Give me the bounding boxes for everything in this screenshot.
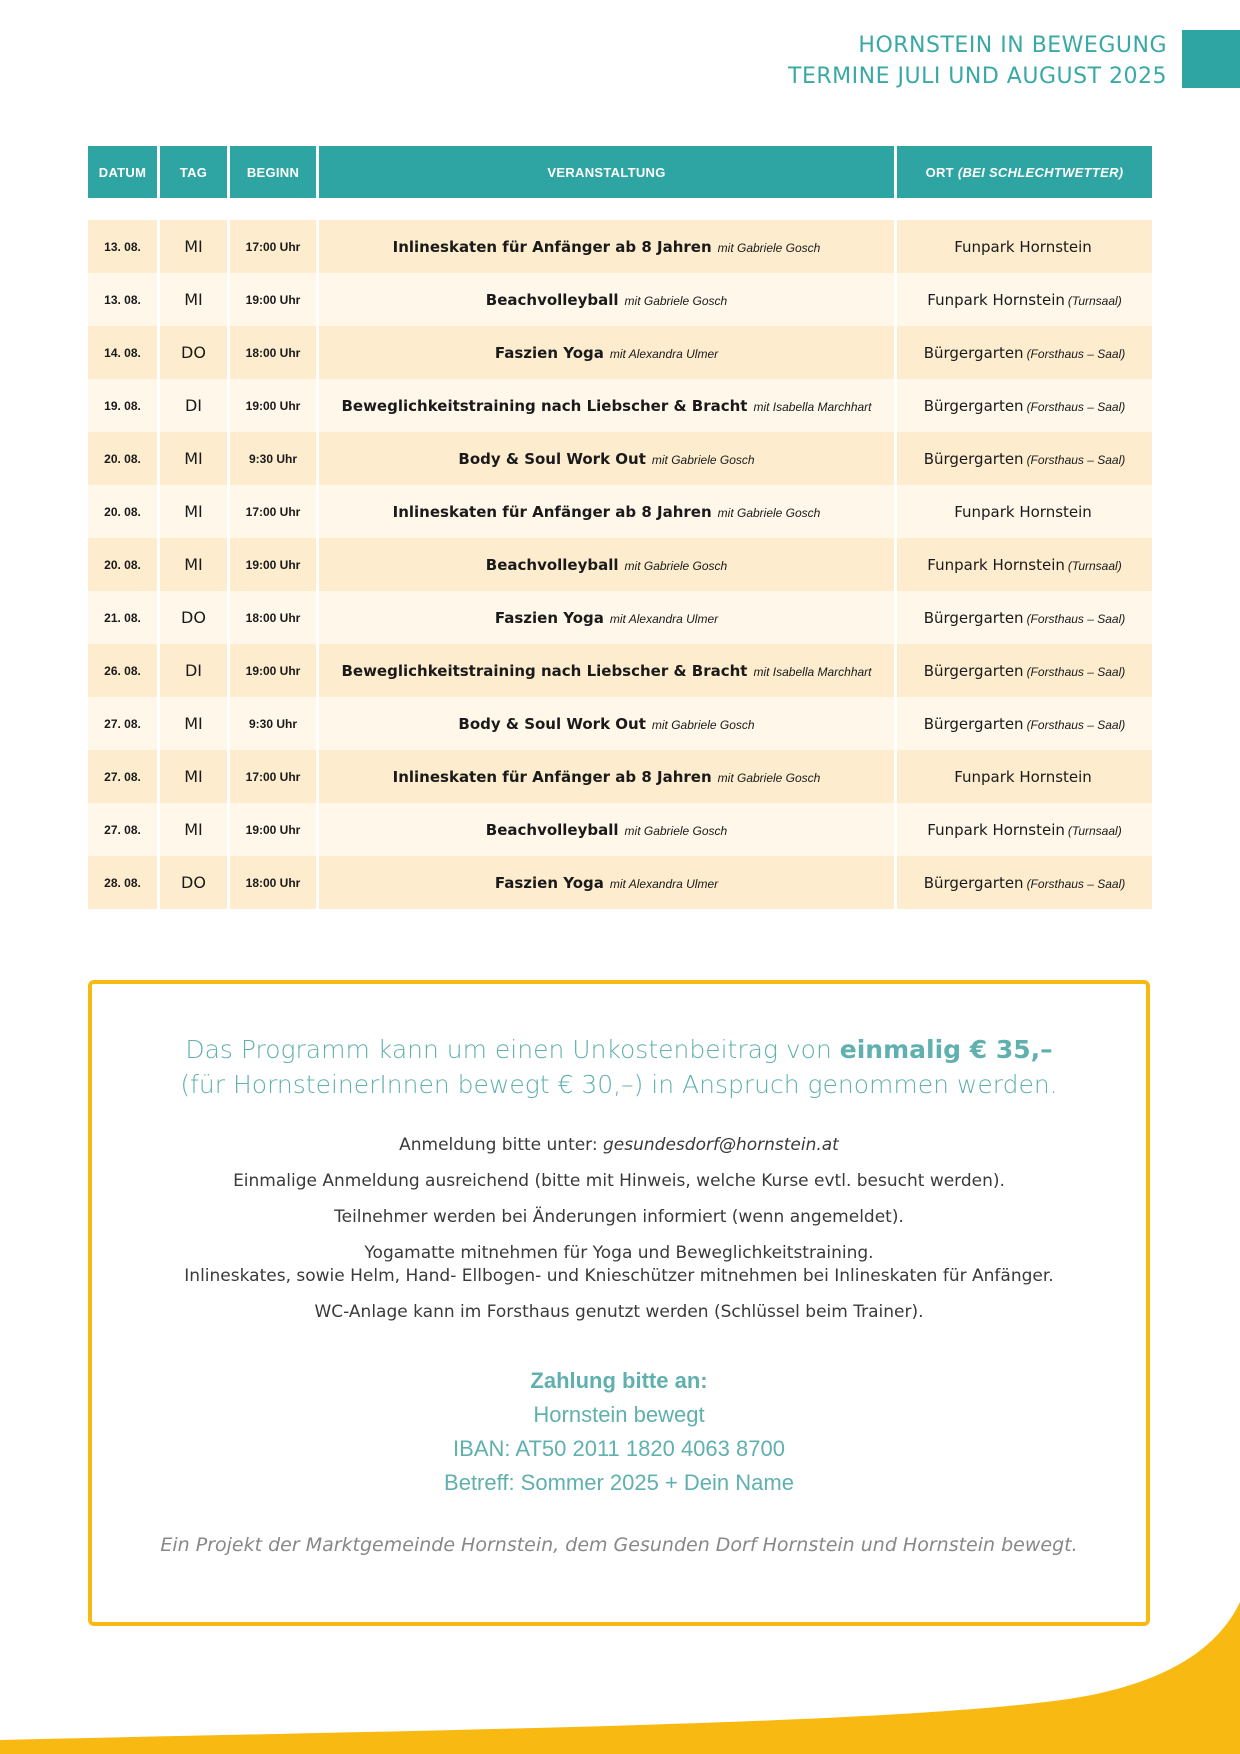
event-instructor: mit Gabriele Gosch [717,770,821,785]
table-header-row [88,146,1152,198]
cell-event [319,697,894,750]
cell-event [319,485,894,538]
cell-date: 20. 08. [88,485,157,538]
location-name: Funpark Hornstein [954,767,1092,786]
location-name: Bürgergarten [923,608,1024,627]
table-row [88,432,1152,485]
note-wc: WC-Anlage kann im Forsthaus genutzt werden (Schlüssel beim Trainer). [314,1302,924,1322]
cell-date: 21. 08. [88,591,157,644]
note-inline-gear: Inlineskates, sowie Helm, Hand- Ellbogen- und Knieschützer mitnehmen bei Inlineskaten für Anfänger. [184,1266,1054,1286]
cell-time: 9:30 Uhr [230,697,316,750]
cell-day: MI [160,273,227,326]
table-row [88,591,1152,644]
payment-reference: Betreff: Sommer 2025 + Dein Name [444,1470,794,1495]
col-header-tag: TAG [160,146,227,198]
location-note: (Turnsaal) [1067,293,1122,308]
event-title: Faszien Yoga [494,608,604,627]
location-note: (Forsthaus – Saal) [1026,611,1126,626]
signup-email[interactable]: gesundesdorf@hornstein.at [603,1135,839,1155]
cell-time: 18:00 Uhr [230,326,316,379]
cell-date: 14. 08. [88,326,157,379]
payment-iban: IBAN: AT50 2011 1820 4063 8700 [453,1436,785,1461]
location-name: Bürgergarten [923,449,1024,468]
table-row [88,856,1152,909]
note-yoga-mat: Yogamatte mitnehmen für Yoga und Beweglichkeitstraining. [364,1243,874,1263]
table-row [88,697,1152,750]
cell-date: 13. 08. [88,273,157,326]
cell-time: 19:00 Uhr [230,538,316,591]
cell-event [319,750,894,803]
event-title: Inlineskaten für Anfänger ab 8 Jahren [392,502,712,521]
event-instructor: mit Alexandra Ulmer [609,876,719,891]
location-name: Bürgergarten [923,873,1024,892]
cell-location [897,591,1152,644]
cell-location [897,538,1152,591]
location-name: Bürgergarten [923,343,1024,362]
cell-time: 17:00 Uhr [230,220,316,273]
location-name: Funpark Hornstein [954,237,1092,256]
event-title: Beachvolleyball [485,555,619,574]
event-title: Inlineskaten für Anfänger ab 8 Jahren [392,237,712,256]
cell-date: 26. 08. [88,644,157,697]
cell-location [897,803,1152,856]
price-text: Das Programm kann um einen Unkostenbeitrag von [185,1035,840,1064]
note-changes: Teilnehmer werden bei Änderungen informiert (wenn angemeldet). [334,1207,904,1227]
location-note: (Forsthaus – Saal) [1026,664,1126,679]
signup-label: Anmeldung bitte unter: [399,1135,604,1155]
event-instructor: mit Isabella Marchhart [753,664,872,679]
header-subtitle: TERMINE JULI UND AUGUST 2025 [788,64,1167,89]
cell-event [319,273,894,326]
cell-day: MI [160,750,227,803]
table-row [88,485,1152,538]
event-title: Beachvolleyball [485,820,619,839]
note-registration: Einmalige Anmeldung ausreichend (bitte mit Hinweis, welche Kurse evtl. besucht werden). [233,1171,1005,1191]
cell-time: 19:00 Uhr [230,273,316,326]
table-row [88,379,1152,432]
cell-date: 27. 08. [88,697,157,750]
event-instructor: mit Gabriele Gosch [624,293,728,308]
cell-day: MI [160,485,227,538]
header-title: HORNSTEIN IN BEWEGUNG [858,33,1167,58]
cell-event [319,538,894,591]
payment-title [92,1364,1146,1398]
location-note: (Forsthaus – Saal) [1026,717,1126,732]
cell-day: MI [160,538,227,591]
cell-day: MI [160,220,227,273]
cell-event [319,803,894,856]
event-title: Faszien Yoga [494,873,604,892]
location-name: Bürgergarten [923,396,1024,415]
event-instructor: mit Gabriele Gosch [624,823,728,838]
event-instructor: mit Alexandra Ulmer [609,611,719,626]
location-name: Funpark Hornstein [927,290,1065,309]
event-instructor: mit Isabella Marchhart [753,399,872,414]
header-accent-block [1182,30,1240,88]
cell-time: 19:00 Uhr [230,379,316,432]
cell-location [897,856,1152,909]
event-instructor: mit Alexandra Ulmer [609,346,719,361]
location-note: (Turnsaal) [1067,558,1122,573]
cell-time: 19:00 Uhr [230,803,316,856]
payment-recipient: Hornstein bewegt [533,1402,705,1427]
event-title: Body & Soul Work Out [458,714,646,733]
cell-event [319,220,894,273]
cell-event [319,591,894,644]
event-title: Faszien Yoga [494,343,604,362]
table-row [88,326,1152,379]
cell-event [319,644,894,697]
cell-time: 18:00 Uhr [230,591,316,644]
page-header [788,30,1167,92]
cell-date: 27. 08. [88,803,157,856]
location-name: Funpark Hornstein [927,555,1065,574]
cell-time: 18:00 Uhr [230,856,316,909]
table-row [88,750,1152,803]
payment-title-text: Zahlung bitte an: [530,1368,708,1393]
col-header-datum: DATUM [88,146,157,198]
cell-day: DO [160,326,227,379]
table-row [88,538,1152,591]
payment-info [92,1364,1146,1500]
cell-date: 28. 08. [88,856,157,909]
signup-line [92,1134,1146,1157]
cell-event [319,326,894,379]
project-credit: Ein Projekt der Marktgemeinde Hornstein, dem Gesunden Dorf Hornstein und Hornstein bewegt. [160,1534,1078,1556]
event-title: Beweglichkeitstraining nach Liebscher & Bracht [341,661,748,680]
cell-date: 27. 08. [88,750,157,803]
cell-location [897,644,1152,697]
cell-date: 20. 08. [88,432,157,485]
cell-date: 20. 08. [88,538,157,591]
cell-location [897,220,1152,273]
cell-time: 17:00 Uhr [230,485,316,538]
cell-event [319,379,894,432]
cell-day: MI [160,697,227,750]
price-discount: (für HornsteinerInnen bewegt € 30,–) in Anspruch genommen werden. [180,1070,1058,1099]
location-note: (Turnsaal) [1067,823,1122,838]
location-name: Bürgergarten [923,714,1024,733]
cell-day: MI [160,803,227,856]
cell-day: DO [160,856,227,909]
table-row [88,803,1152,856]
event-instructor: mit Gabriele Gosch [651,717,755,732]
cell-day: DI [160,644,227,697]
notes [92,1134,1146,1324]
cell-event [319,856,894,909]
cell-day: MI [160,432,227,485]
event-instructor: mit Gabriele Gosch [624,558,728,573]
location-note: (Forsthaus – Saal) [1026,452,1126,467]
table-row [88,644,1152,697]
event-title: Inlineskaten für Anfänger ab 8 Jahren [392,767,712,786]
table-row [88,220,1152,273]
event-title: Beweglichkeitstraining nach Liebscher & Bracht [341,396,748,415]
col-header-ort-note: (BEI SCHLECHTWETTER) [957,164,1124,180]
event-title: Body & Soul Work Out [458,449,646,468]
cell-location [897,273,1152,326]
col-header-ort-label: ORT [925,164,954,180]
location-note: (Forsthaus – Saal) [1026,346,1126,361]
event-instructor: mit Gabriele Gosch [651,452,755,467]
cell-time: 19:00 Uhr [230,644,316,697]
cell-date: 19. 08. [88,379,157,432]
cell-location [897,485,1152,538]
price-amount: einmalig € 35,– [839,1035,1053,1064]
table-row [88,273,1152,326]
cell-location [897,750,1152,803]
cell-day: DI [160,379,227,432]
cell-location [897,379,1152,432]
cell-location [897,697,1152,750]
cell-time: 9:30 Uhr [230,432,316,485]
cell-location [897,432,1152,485]
price-statement [92,1032,1146,1102]
location-name: Bürgergarten [923,661,1024,680]
location-note: (Forsthaus – Saal) [1026,876,1126,891]
col-header-ort [897,146,1152,198]
location-note: (Forsthaus – Saal) [1026,399,1126,414]
location-name: Funpark Hornstein [927,820,1065,839]
info-box [88,980,1150,1626]
schedule-table [85,146,1155,909]
event-title: Beachvolleyball [485,290,619,309]
location-name: Funpark Hornstein [954,502,1092,521]
col-header-beginn: BEGINN [230,146,316,198]
event-instructor: mit Gabriele Gosch [717,240,821,255]
cell-date: 13. 08. [88,220,157,273]
cell-day: DO [160,591,227,644]
cell-event [319,432,894,485]
event-instructor: mit Gabriele Gosch [717,505,821,520]
cell-time: 17:00 Uhr [230,750,316,803]
decorative-swoosh [0,1554,1240,1754]
cell-location [897,326,1152,379]
col-header-veranstaltung: VERANSTALTUNG [319,146,894,198]
